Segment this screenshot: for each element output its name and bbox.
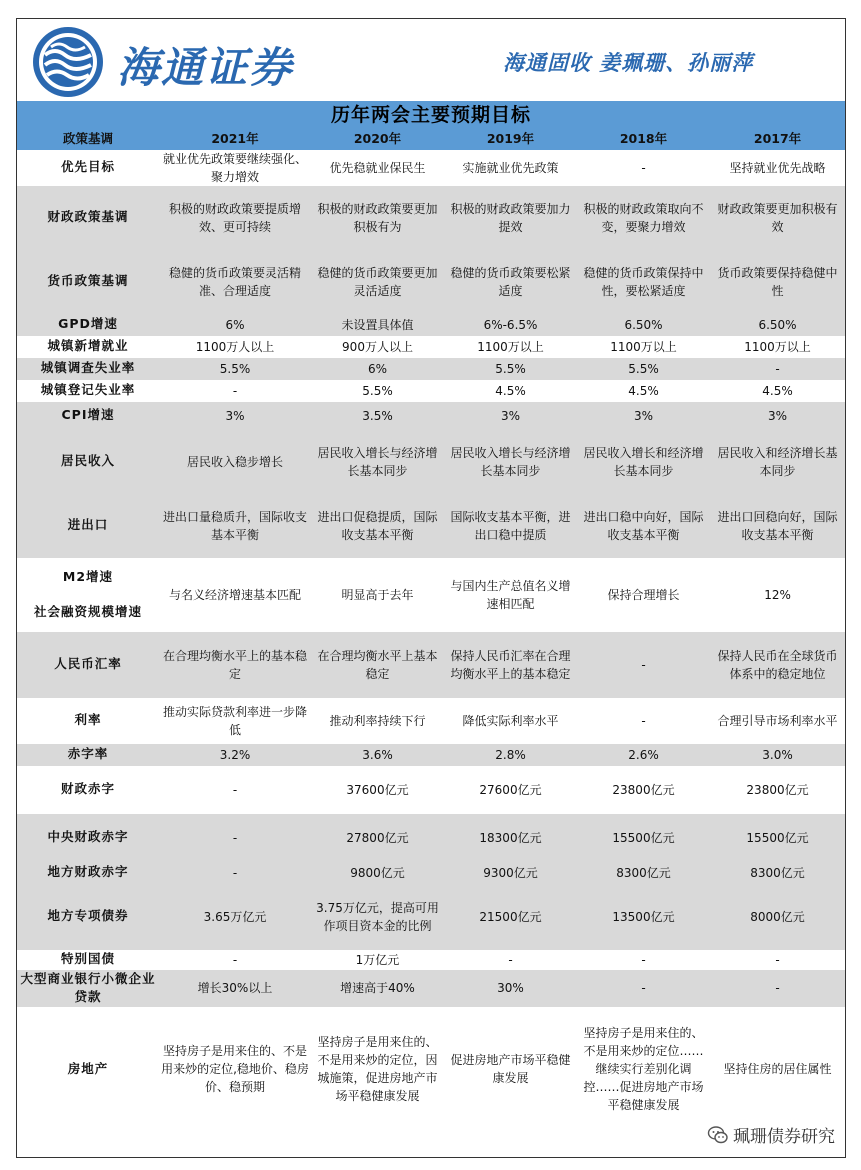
table-cell: -: [444, 950, 577, 970]
table-row: [17, 884, 845, 950]
table-cell: 3%: [710, 402, 845, 430]
targets-table-container: [17, 101, 845, 1131]
table-cell: -: [577, 950, 710, 970]
table-cell: 坚持住房的居住属性: [710, 1007, 845, 1131]
column-header-policy: 政策基调: [17, 130, 159, 150]
row-label: 优先目标: [17, 150, 159, 186]
table-cell: 优先稳就业保民生: [311, 150, 444, 186]
table-cell: 4.5%: [710, 380, 845, 402]
row-label: 城镇登记失业率: [17, 380, 159, 402]
row-label: 特别国债: [17, 950, 159, 970]
table-cell: -: [159, 862, 311, 884]
table-cell: 与国内生产总值名义增速相匹配: [444, 558, 577, 632]
table-cell: -: [159, 766, 311, 814]
table-cell: 进出口促稳提质，国际收支基本平衡: [311, 494, 444, 558]
report-frame: [16, 18, 846, 1158]
table-cell: 37600亿元: [311, 766, 444, 814]
row-label: CPI增速: [17, 402, 159, 430]
table-cell: 15500亿元: [710, 814, 845, 862]
table-cell: 增长30%以上: [159, 970, 311, 1008]
table-cell: -: [577, 632, 710, 698]
table-cell: 4.5%: [577, 380, 710, 402]
table-cell: 3.75万亿元，提高可用作项目资本金的比例: [311, 884, 444, 950]
row-label: 财政政策基调: [17, 186, 159, 250]
table-cell: 居民收入增长与经济增长基本同步: [311, 430, 444, 494]
table-cell: 坚持房子是用来住的、不是用来炒的定位，因城施策，促进房地产市场平稳健康发展: [311, 1007, 444, 1131]
table-cell: 3%: [159, 402, 311, 430]
row-label: 货币政策基调: [17, 250, 159, 314]
table-cell: 积极的财政政策要更加积极有为: [311, 186, 444, 250]
table-cell: 3.6%: [311, 744, 444, 766]
table-cell: 居民收入和经济增长基本同步: [710, 430, 845, 494]
table-cell: 货币政策要保持稳健中性: [710, 250, 845, 314]
table-cell: 财政政策要更加积极有效: [710, 186, 845, 250]
column-header-year: 2017年: [710, 130, 845, 150]
table-cell: 3%: [444, 402, 577, 430]
table-cell: 1100万以上: [710, 336, 845, 358]
table-cell: 1100万以上: [577, 336, 710, 358]
table-cell: 1100万人以上: [159, 336, 311, 358]
row-label-line: 社会融资规模增速: [33, 603, 142, 619]
column-header-year: 2018年: [577, 130, 710, 150]
table-cell: 居民收入稳步增长: [159, 430, 311, 494]
table-cell: 明显高于去年: [311, 558, 444, 632]
column-header-year: 2019年: [444, 130, 577, 150]
report-header: [17, 19, 845, 102]
table-cell: 4.5%: [444, 380, 577, 402]
table-cell: 稳健的货币政策保持中性，要松紧适度: [577, 250, 710, 314]
table-row: [17, 358, 845, 380]
table-cell: 实施就业优先政策: [444, 150, 577, 186]
table-cell: -: [577, 150, 710, 186]
table-cell: 进出口稳中向好，国际收支基本平衡: [577, 494, 710, 558]
table-cell: 6%: [311, 358, 444, 380]
table-cell: 3.2%: [159, 744, 311, 766]
table-cell: 进出口回稳向好，国际收支基本平衡: [710, 494, 845, 558]
table-cell: -: [710, 358, 845, 380]
table-row: [17, 632, 845, 698]
table-row: [17, 1007, 845, 1131]
row-label: 利率: [17, 698, 159, 744]
table-cell: 国际收支基本平衡，进出口稳中提质: [444, 494, 577, 558]
table-cell: 15500亿元: [577, 814, 710, 862]
table-cell: 在合理均衡水平上基本稳定: [311, 632, 444, 698]
table-cell: 推动实际贷款利率进一步降低: [159, 698, 311, 744]
table-cell: -: [159, 380, 311, 402]
row-label: 赤字率: [17, 744, 159, 766]
row-label: 中央财政赤字: [17, 814, 159, 862]
table-cell: 12%: [710, 558, 845, 632]
row-label: 居民收入: [17, 430, 159, 494]
table-cell: 3%: [577, 402, 710, 430]
column-header-row: [17, 130, 845, 150]
table-cell: 5.5%: [159, 358, 311, 380]
table-row: [17, 950, 845, 970]
table-cell: -: [159, 950, 311, 970]
haitong-logo-icon: [31, 25, 105, 99]
table-cell: 3.65万亿元: [159, 884, 311, 950]
watermark: [707, 1122, 835, 1147]
table-cell: 进出口量稳质升，国际收支基本平衡: [159, 494, 311, 558]
table-row: [17, 698, 845, 744]
table-cell: 推动利率持续下行: [311, 698, 444, 744]
table-cell: 900万人以上: [311, 336, 444, 358]
table-cell: 27600亿元: [444, 766, 577, 814]
table-cell: 6.50%: [577, 314, 710, 336]
table-cell: 积极的财政政策要提质增效、更可持续: [159, 186, 311, 250]
table-cell: 合理引导市场利率水平: [710, 698, 845, 744]
company-logo-text: 海通证券: [117, 43, 294, 92]
table-row: [17, 744, 845, 766]
table-cell: 促进房地产市场平稳健康发展: [444, 1007, 577, 1131]
table-cell: -: [577, 698, 710, 744]
row-label: [17, 558, 159, 632]
table-cell: 5.5%: [577, 358, 710, 380]
row-label: 进出口: [17, 494, 159, 558]
table-body: [17, 150, 845, 1132]
row-label: GPD增速: [17, 314, 159, 336]
table-cell: -: [710, 950, 845, 970]
table-row: [17, 150, 845, 186]
row-label: 财政赤字: [17, 766, 159, 814]
table-cell: 6%-6.5%: [444, 314, 577, 336]
table-cell: 8300亿元: [710, 862, 845, 884]
row-label: 城镇新增就业: [17, 336, 159, 358]
table-title: 历年两会主要预期目标: [17, 101, 845, 130]
table-row: [17, 766, 845, 814]
table-row: [17, 430, 845, 494]
table-cell: 保持人民币汇率在合理均衡水平上的基本稳定: [444, 632, 577, 698]
table-cell: 18300亿元: [444, 814, 577, 862]
table-row: [17, 862, 845, 884]
table-cell: 降低实际利率水平: [444, 698, 577, 744]
row-label-line: M2增速: [62, 568, 114, 584]
table-cell: 积极的财政政策要加力提效: [444, 186, 577, 250]
table-cell: 稳健的货币政策要松紧适度: [444, 250, 577, 314]
analyst-names: 海通固收 姜珮珊、孙丽萍: [503, 50, 754, 75]
table-cell: 23800亿元: [577, 766, 710, 814]
table-cell: 坚持就业优先战略: [710, 150, 845, 186]
table-cell: 保持合理增长: [577, 558, 710, 632]
table-row: [17, 380, 845, 402]
table-row: [17, 402, 845, 430]
targets-table: [17, 101, 845, 1131]
table-cell: 8300亿元: [577, 862, 710, 884]
table-cell: 坚持房子是用来住的、不是用来炒的定位……继续实行差别化调控……促进房地产市场平稳健康发展: [577, 1007, 710, 1131]
table-row: [17, 494, 845, 558]
table-cell: 稳健的货币政策要更加灵活适度: [311, 250, 444, 314]
table-cell: 1100万以上: [444, 336, 577, 358]
table-cell: 13500亿元: [577, 884, 710, 950]
row-label: 大型商业银行小微企业贷款: [17, 970, 159, 1008]
table-cell: 30%: [444, 970, 577, 1008]
table-cell: 积极的财政政策取向不变，要聚力增效: [577, 186, 710, 250]
table-cell: 2.8%: [444, 744, 577, 766]
table-cell: 23800亿元: [710, 766, 845, 814]
table-cell: -: [710, 970, 845, 1008]
table-row: [17, 336, 845, 358]
table-cell: 2.6%: [577, 744, 710, 766]
table-cell: 保持人民币在全球货币体系中的稳定地位: [710, 632, 845, 698]
row-label: 地方专项债券: [17, 884, 159, 950]
table-cell: -: [159, 814, 311, 862]
table-row: [17, 314, 845, 336]
column-header-year: 2021年: [159, 130, 311, 150]
table-cell: 在合理均衡水平上的基本稳定: [159, 632, 311, 698]
column-header-year: 2020年: [311, 130, 444, 150]
row-label: 人民币汇率: [17, 632, 159, 698]
table-cell: 与名义经济增速基本匹配: [159, 558, 311, 632]
table-cell: 5.5%: [311, 380, 444, 402]
table-cell: 27800亿元: [311, 814, 444, 862]
table-row: [17, 814, 845, 862]
table-cell: -: [577, 970, 710, 1008]
table-cell: 6%: [159, 314, 311, 336]
table-cell: 居民收入增长与经济增长基本同步: [444, 430, 577, 494]
table-cell: 9800亿元: [311, 862, 444, 884]
row-label: 房地产: [17, 1007, 159, 1131]
wechat-icon: [707, 1124, 729, 1146]
table-cell: 3.0%: [710, 744, 845, 766]
table-cell: 就业优先政策要继续强化、聚力增效: [159, 150, 311, 186]
watermark-text: 珮珊债券研究: [733, 1127, 835, 1147]
table-cell: 坚持房子是用来住的、不是用来炒的定位,稳地价、稳房价、稳预期: [159, 1007, 311, 1131]
table-cell: 21500亿元: [444, 884, 577, 950]
table-cell: 8000亿元: [710, 884, 845, 950]
table-row: [17, 186, 845, 250]
table-cell: 5.5%: [444, 358, 577, 380]
table-cell: 未设置具体值: [311, 314, 444, 336]
table-cell: 3.5%: [311, 402, 444, 430]
table-cell: 6.50%: [710, 314, 845, 336]
table-row: [17, 970, 845, 1008]
row-label: 城镇调查失业率: [17, 358, 159, 380]
row-label: 地方财政赤字: [17, 862, 159, 884]
table-cell: 稳健的货币政策要灵活精准、合理适度: [159, 250, 311, 314]
table-row: [17, 558, 845, 632]
table-cell: 增速高于40%: [311, 970, 444, 1008]
table-cell: 9300亿元: [444, 862, 577, 884]
table-row: [17, 250, 845, 314]
table-cell: 1万亿元: [311, 950, 444, 970]
table-cell: 居民收入增长和经济增长基本同步: [577, 430, 710, 494]
